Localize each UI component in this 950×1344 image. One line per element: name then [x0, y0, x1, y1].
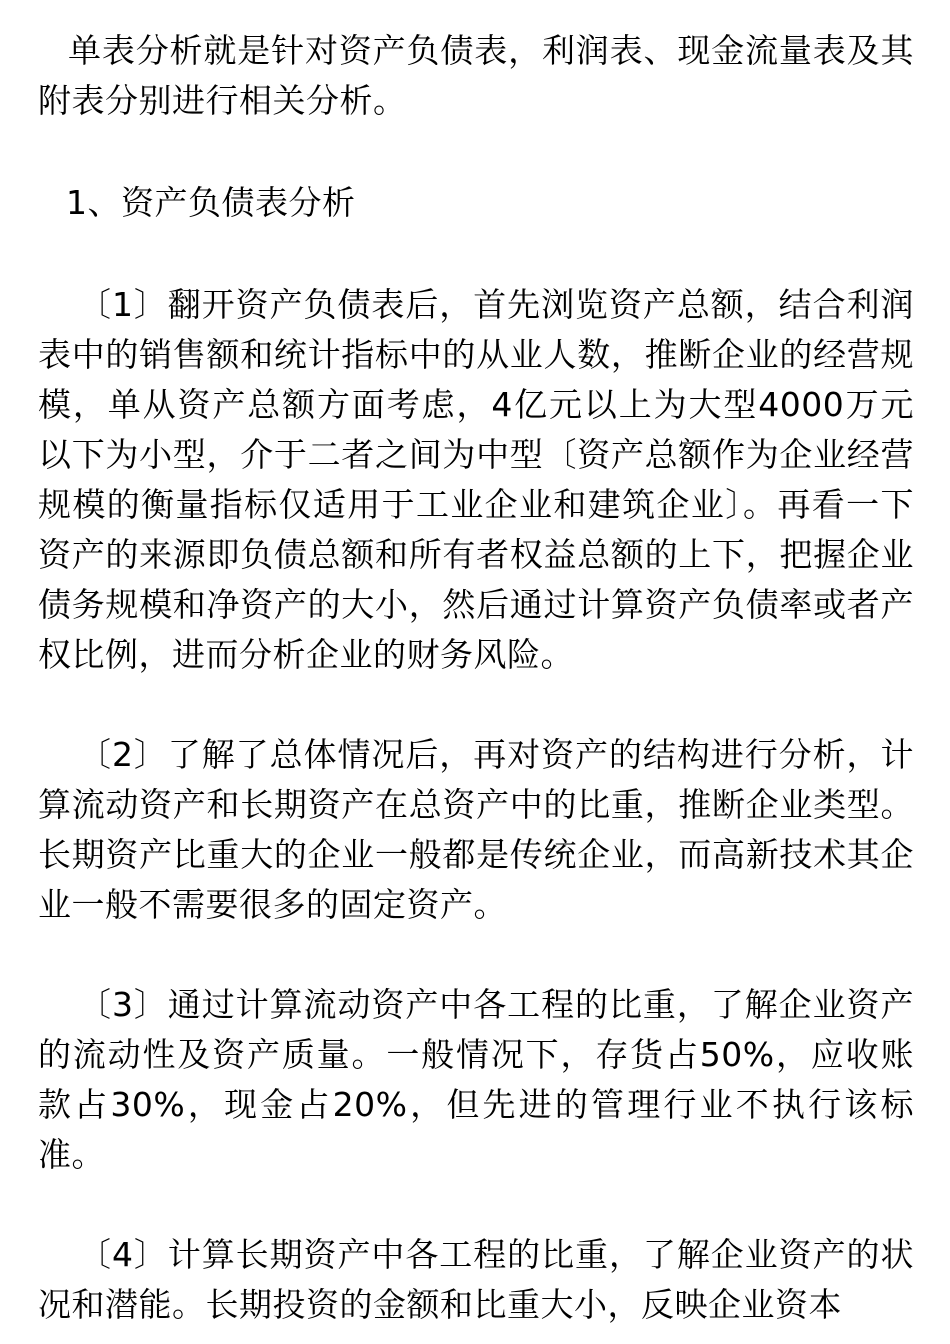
section-heading: 1、资产负债表分析: [66, 183, 356, 222]
paragraph-1: 〔1〕翻开资产负债表后，首先浏览资产总额，结合利润表中的销售额和统计指标中的从业人数，推断企业的经营规模，单从资产总额方面考虑，4亿元以上为大型4000万元以下为小型，介于二者之间为中型〔资产总额作为企业经营规模的衡量指标仅适用于工业企业和建筑企业〕。再看一下资产的来源即负债总额和所有者权益总额的上下，把握企业债务规模和净资产的大小，然后通过计算资产负债率或者产权比例，进而分析企业的财务风险。: [38, 285, 914, 674]
paragraph-4: 〔4〕计算长期资产中各工程的比重，了解企业资产的状况和潜能。长期投资的金额和比重大小，反映企业资本: [38, 1235, 914, 1324]
intro-paragraph: 单表分析就是针对资产负债表，利润表、现金流量表及其附表分别进行相关分析。: [38, 31, 914, 120]
paragraph-3: 〔3〕通过计算流动资产中各工程的比重，了解企业资产的流动性及资产质量。一般情况下，存货占50%，应收账款占30%，现金占20%，但先进的管理行业不执行该标准。: [38, 985, 914, 1174]
paragraph-2: 〔2〕了解了总体情况后，再对资产的结构进行分析，计算流动资产和长期资产在总资产中的比重，推断企业类型。长期资产比重大的企业一般都是传统企业，而高新技术其企业一般不需要很多的固定资产。: [38, 735, 914, 924]
